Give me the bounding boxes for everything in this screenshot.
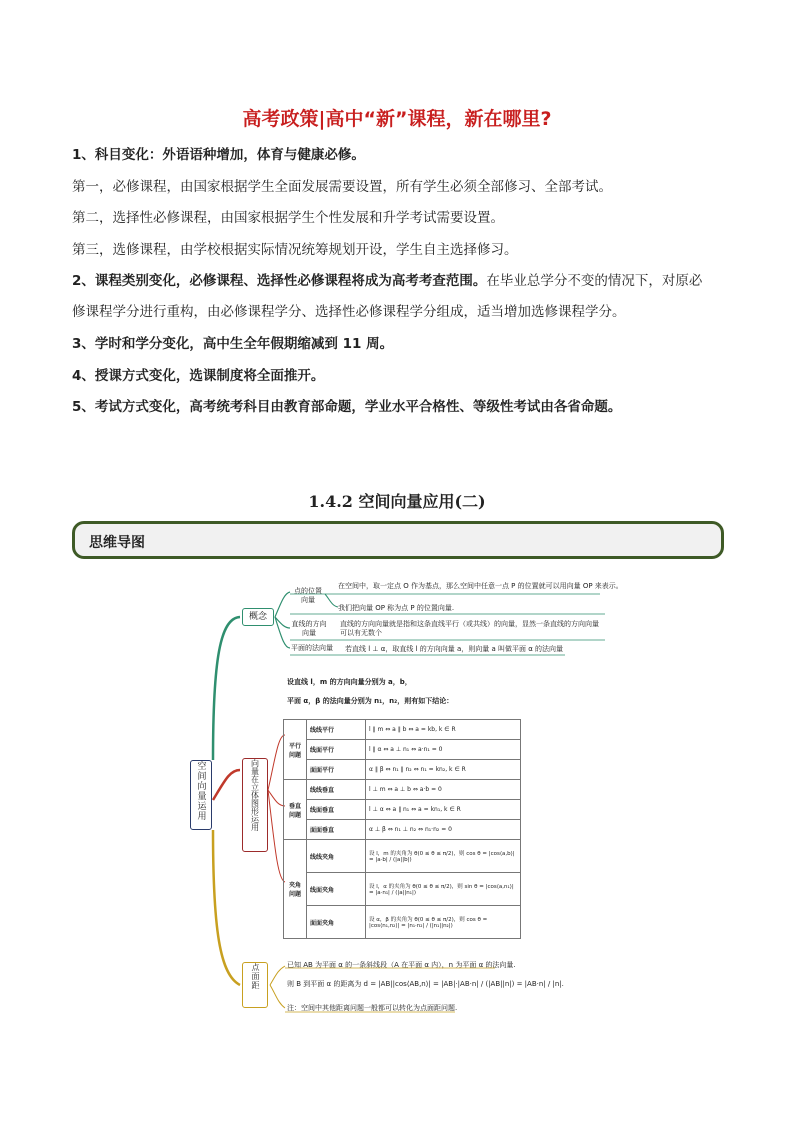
item-5: 5、考试方式变化，高考统考科目由教育部命题，学业水平合格性、等级性考试由各省命题。 bbox=[72, 399, 622, 415]
group-label: 夹角问题 bbox=[284, 840, 307, 939]
distance-note: 注：空间中其他距离问题一般都可以转化为点面距问题. bbox=[287, 1004, 458, 1012]
item-2-rest: 在毕业总学分不变的情况下，对原必 bbox=[486, 273, 703, 289]
table-row bbox=[284, 840, 521, 873]
table-row bbox=[284, 820, 521, 840]
application-label: 向量在立体图形运用 bbox=[250, 759, 260, 831]
section-header bbox=[72, 521, 724, 559]
item-1b: 第二，选择性必修课程，由国家根据学生个性发展和升学考试需要设置。 bbox=[72, 210, 504, 226]
mindmap-root-label: 空间向量运用 bbox=[195, 761, 206, 821]
table-row bbox=[284, 800, 521, 820]
row-name: 线面平行 bbox=[307, 740, 366, 760]
row-formula: l ⊥ m ⇔ a ⊥ b ⇔ a·b = 0 bbox=[366, 780, 521, 800]
concept-row-1-desc: 在空间中，取一定点 O 作为基点，那么空间中任意一点 P 的位置就可以用向量 OP 来表示。 bbox=[338, 582, 623, 590]
row-formula: α ∥ β ⇔ n₁ ∥ n₂ ⇔ n₁ = kn₂, k ∈ R bbox=[366, 760, 521, 780]
subtitle: 1.4.2 空间向量应用(二) bbox=[308, 492, 486, 511]
table-row bbox=[284, 760, 521, 780]
application-node bbox=[242, 758, 268, 852]
table-row bbox=[284, 720, 521, 740]
page-title: 高考政策|高中“新”课程，新在哪里? bbox=[242, 108, 552, 130]
row-name: 线线平行 bbox=[307, 720, 366, 740]
item-4: 4、授课方式变化，选课制度将全面推开。 bbox=[72, 368, 325, 384]
item-3: 3、学时和学分变化，高中生全年假期缩减到 11 周。 bbox=[72, 336, 394, 352]
row-name: 面面垂直 bbox=[307, 820, 366, 840]
item-1a: 第一，必修课程，由国家根据学生全面发展需要设置，所有学生必须全部修习、全部考试。 bbox=[72, 179, 612, 195]
row-formula: α ⊥ β ⇔ n₁ ⊥ n₂ ⇔ n₁·n₂ = 0 bbox=[366, 820, 521, 840]
table-row bbox=[284, 873, 521, 906]
item-2-line2: 修课程学分进行重构，由必修课程学分、选择性必修课程学分组成，适当增加选修课程学分。 bbox=[72, 304, 626, 320]
application-table bbox=[283, 719, 521, 939]
concept-row-4-desc: 若直线 l ⊥ α，取直线 l 的方向向量 a，则向量 a 叫做平面 α 的法向量 bbox=[345, 645, 564, 653]
group-label: 平行问题 bbox=[284, 720, 307, 780]
row-name: 线面垂直 bbox=[307, 800, 366, 820]
item-2 bbox=[72, 271, 702, 291]
concept-row-3-name: 直线的方向向量 bbox=[291, 620, 327, 637]
table-row bbox=[284, 740, 521, 760]
row-name: 面面平行 bbox=[307, 760, 366, 780]
row-formula: l ⊥ α ⇔ a ∥ n₁ ⇔ a = kn₁, k ∈ R bbox=[366, 800, 521, 820]
row-name: 线线垂直 bbox=[307, 780, 366, 800]
row-name: 线面夹角 bbox=[307, 873, 366, 906]
row-name: 面面夹角 bbox=[307, 906, 366, 939]
concept-label: 概念 bbox=[248, 612, 267, 622]
concept-row-2-desc: 我们把向量 OP 称为点 P 的位置向量. bbox=[338, 604, 455, 612]
distance-label: 点面距 bbox=[251, 963, 260, 990]
mindmap-root bbox=[190, 760, 212, 830]
row-formula: 设 α，β 的夹角为 θ(0 ≤ θ ≤ π/2)，则 cos θ = |cos⟨n₁,n₂⟩| = |n₁·n₂| / (|n₁||n₂|) bbox=[366, 906, 521, 939]
application-intro-2: 平面 α，β 的法向量分别为 n₁，n₂，则有如下结论： bbox=[287, 697, 454, 705]
concept-row-4-name: 平面的法向量 bbox=[291, 644, 333, 652]
distance-node bbox=[242, 962, 268, 1008]
item-2-bold: 2、课程类别变化，必修课程、选择性必修课程将成为高考考查范围。 bbox=[72, 273, 487, 289]
row-formula: l ∥ m ⇔ a ∥ b ⇔ a = kb, k ∈ R bbox=[366, 720, 521, 740]
item-1: 1、科目变化：外语语种增加，体育与健康必修。 bbox=[72, 147, 365, 163]
concept-node bbox=[242, 608, 274, 626]
concept-row-3-desc: 直线的方向向量就是指和这条直线平行（或共线）的向量，显然一条直线的方向向量可以有无数个 bbox=[340, 620, 599, 637]
distance-line-1: 已知 AB 为平面 α 的一条斜线段（A 在平面 α 内），n 为平面 α 的法向量. bbox=[287, 961, 516, 969]
row-formula: l ∥ α ⇔ a ⊥ n₁ ⇔ a·n₁ = 0 bbox=[366, 740, 521, 760]
row-formula: 设 l，m 的夹角为 θ(0 ≤ θ ≤ π/2)，则 cos θ = |cos⟨a,b⟩| = |a·b| / (|a||b|) bbox=[366, 840, 521, 873]
row-formula: 设 l，α 的夹角为 θ(0 ≤ θ ≤ π/2)，则 sin θ = |cos⟨a,n₁⟩| = |a·n₁| / (|a||n₁|) bbox=[366, 873, 521, 906]
concept-row-1-name: 点的位置向量 bbox=[294, 587, 322, 604]
group-label: 垂直问题 bbox=[284, 780, 307, 840]
item-1c: 第三，选修课程，由学校根据实际情况统筹规划开设，学生自主选择修习。 bbox=[72, 242, 518, 258]
table-row bbox=[284, 906, 521, 939]
row-name: 线线夹角 bbox=[307, 840, 366, 873]
table-row bbox=[284, 780, 521, 800]
application-intro-1: 设直线 l，m 的方向向量分别为 a，b， bbox=[287, 678, 412, 686]
distance-line-2: 则 B 到平面 α 的距离为 d = |AB||cos⟨AB,n⟩| = |AB|·|AB·n| / (|AB||n|) = |AB·n| / |n|. bbox=[287, 980, 564, 988]
section-label: 思维导图 bbox=[89, 535, 145, 551]
